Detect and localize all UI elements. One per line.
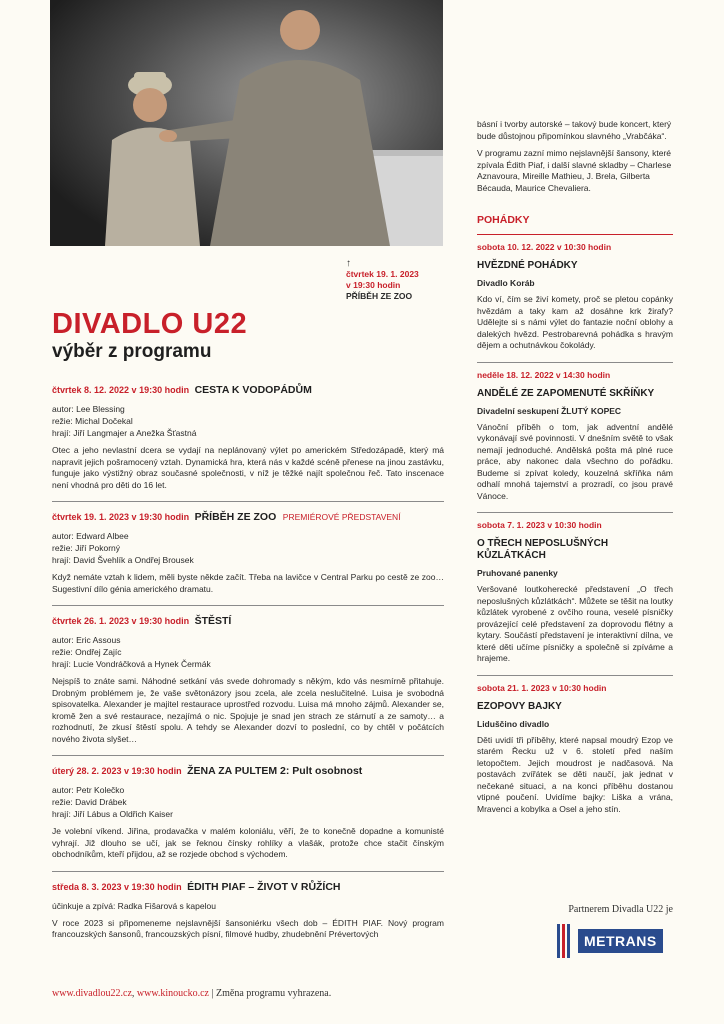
event-item <box>52 615 444 745</box>
fairy-tale-item <box>477 676 673 816</box>
event-name: CESTA K VODOPÁDŮM <box>194 384 312 396</box>
logo-stripes-icon <box>557 924 572 958</box>
logo-wordmark: METRANS <box>578 929 663 953</box>
event-credit: hrají: Jiří Langmajer a Anežka Šťastná <box>52 428 197 438</box>
caption-title: PŘÍBĚH ZE ZOO <box>346 291 413 301</box>
premiere-badge: PREMIÉROVÉ PŘEDSTAVENÍ <box>282 512 401 522</box>
event-credit: hrají: Lucie Vondráčková a Hynek Čermák <box>52 659 211 669</box>
divider <box>52 501 444 502</box>
event-name: PŘÍBĚH ZE ZOO <box>194 511 277 523</box>
item-company: Liduščino divadlo <box>477 718 550 729</box>
event-credit: autor: Edward Albee <box>52 531 129 541</box>
partner-label: Partnerem Divadla U22 je <box>568 904 673 915</box>
footer-note: | Změna programu vyhrazena. <box>209 988 332 999</box>
item-company: Divadelní seskupení ŽLUTÝ KOPEC <box>477 405 622 416</box>
event-date: středa 8. 3. 2023 v 19:30 hodin <box>52 881 182 892</box>
event-credit: účinkuje a zpívá: Radka Fišarová s kapelou <box>52 900 216 911</box>
website-link[interactable]: www.divadlou22.cz <box>52 988 132 999</box>
footer <box>52 988 331 999</box>
item-company: Pruhované panenky <box>477 568 558 578</box>
event-description: V roce 2023 si připomeneme nejslavnější šansoniérku všech dob – ÉDITH PIAF. Nový program francouzských šansonů, francouzských písní, filmové hudby, zhudebnění Prévertových <box>52 917 444 939</box>
event-credit: hrají: David Švehlík a Ondřej Brousek <box>52 555 194 565</box>
continued-text: V programu zazní mimo nejslavnější šansony, které zpívala Édith Piaf, i další slavné skladby – Charlese Aznavoura, Mireille Mathieu, J. Brela, Gilberta Bécauda, Maurice Chevaliera. <box>477 148 672 193</box>
divider <box>52 755 444 756</box>
event-credit: autor: Eric Assous <box>52 635 121 645</box>
event-description: Otec a jeho nevlastní dcera se vydají na neplánovaný výlet po americkém Středozápadě, který má napravit jejich pošramocený vztah. Dynamická hra, která nás v každé scéně přenese na jinou zastávku, funguje jako výstižný obraz současné společnosti, v níž je těžké najít společnou řeč. Tato inscenace není vhodná pro děti do 16 let. <box>52 445 444 490</box>
caption-time: v 19:30 hodin <box>346 280 401 290</box>
item-description: Vánoční příběh o tom, jak adventní andělé vykonávají své povinnosti. V dnešním světě to však nemají jednoduché. Andělská pošta má plné ruce práce, aby nakonec dala všechno do pořádku. Budeme si zpívat koledy, kouzelná skříňka nám odhalí mnohá tajemství a prozradí, co jsou pravé Vánoce. <box>477 421 673 501</box>
item-company: Divadlo Koráb <box>477 278 535 288</box>
event-date: čtvrtek 8. 12. 2022 v 19:30 hodin <box>52 385 190 395</box>
item-title: HVĚZDNÉ POHÁDKY <box>477 260 578 271</box>
item-date: sobota 7. 1. 2023 v 10:30 hodin <box>477 520 602 530</box>
item-title: EZOPOVY BAJKY <box>477 700 562 712</box>
continued-text: básní i tvorby autorské – takový bude koncert, který bude důstojnou připomínkou slavného „Vrabčáka“. <box>477 119 672 141</box>
event-credit: režie: Michal Dočekal <box>52 416 133 426</box>
fairy-tale-item <box>477 513 673 665</box>
fairy-tale-item <box>477 363 673 503</box>
divider <box>52 605 444 606</box>
cinema-link[interactable]: www.kinoucko.cz <box>136 988 209 999</box>
theatre-name: DIVADLO U22 <box>52 308 248 340</box>
event-date: čtvrtek 26. 1. 2023 v 19:30 hodin <box>52 616 190 626</box>
event-credit: autor: Lee Blessing <box>52 404 125 414</box>
event-date: čtvrtek 19. 1. 2023 v 19:30 hodin <box>52 512 190 522</box>
item-date: sobota 21. 1. 2023 v 10:30 hodin <box>477 682 607 693</box>
divider <box>52 871 444 872</box>
event-description: Nejspíš to znáte sami. Náhodné setkání vás svede dohromady s někým, kdo vás nesmírně přitahuje. Drobným problémem je, že vaše světonázory jsou zcela, ale zcela neslučitelné. Luisa je svobodná spisovatelka. Alexander je majitel restaurace uprostřed rozvodu. Luisa má mnoho zájmů. Alexander se, kromě žen a své restaurace, nezajímá o nic. Spojuje je snad jen strach ze stárnutí a ze samoty… a rozhodnutí, že zkusí štěstí spolu. A tehdy se Alexander dozví to poslední, co by chtěl v počátcích nového života slyšet… <box>52 676 444 744</box>
event-name: ÉDITH PIAF – ŽIVOT V RŮŽÍCH <box>187 880 341 893</box>
fairy-tale-item <box>477 235 673 352</box>
right-column <box>477 119 673 815</box>
item-description: Kdo ví, čím se živí komety, proč se pletou copánky hvězdám a taky kam až dosáhne krk žirafy? Udělejte si s námi výlet do fantazie noční oblohy a dalekých hvězd. Pestrobarevná pohádka s hravým dějem a ochutnávkou čokolády. <box>477 294 673 350</box>
page-title <box>52 308 247 364</box>
item-description: Děti uvidí tři příběhy, které napsal moudrý Ezop ve starém Řecku už v 6. století před naším letopočtem. Jejich moudrost je nadčasová. Na postavách zvířátek se děti naučí, jak jednat v nečekané situaci, a na konci příběhu dostanou vtipné poučení. Uvidíme bajky: Liška a vrána, Mravenci a kobylka a Osel a jeho stín. <box>477 734 673 814</box>
event-name: ŠTĚSTÍ <box>194 615 232 627</box>
program-subtitle: výběr z programu <box>52 341 212 362</box>
actors-photo-illustration <box>50 0 443 246</box>
event-description: Když nemáte vztah k lidem, měli byste někde začít. Třeba na lavičce v Central Parku po cestě ze zoo… Sugestivní dílo génia amerického dramatu. <box>52 572 444 594</box>
metrans-logo <box>557 924 673 958</box>
event-credit: hrají: Jiří Lábus a Oldřich Kaiser <box>52 809 173 819</box>
event-credit: režie: Jiří Pokorný <box>52 543 121 553</box>
event-date: úterý 28. 2. 2023 v 19:30 hodin <box>52 766 182 776</box>
item-description: Veršované loutkoherecké představení „O třech neposlušných kůzlátkách“. Můžete se těšit na loutky kůzlátek vyrobené z ovčího rouna, veselé písničky provázející celé představení za doprovodu flétny a kytary. Součástí představení je interaktivní dílna, ve které děti učíme písničky a společně si zpíváme a hrajeme. <box>477 584 673 663</box>
event-name: ŽENA ZA PULTEM 2: Pult osobnost <box>187 765 363 777</box>
item-title: O TŘECH NEPOSLUŠNÝCH KŮZLÁTKÁCH <box>477 538 609 561</box>
events-list <box>52 384 444 951</box>
arrow-up-icon: ↑ <box>346 258 351 269</box>
event-photo <box>50 0 443 246</box>
footer-separator: , <box>131 988 137 999</box>
section-heading: POHÁDKY <box>477 214 530 226</box>
event-item <box>52 881 444 941</box>
item-title: ANDĚLÉ ZE ZAPOMENUTÉ SKŘÍŇKY <box>477 387 655 399</box>
item-date: sobota 10. 12. 2022 v 10:30 hodin <box>477 242 612 252</box>
event-item <box>52 765 444 861</box>
photo-caption <box>346 258 419 302</box>
event-description: Je volební víkend. Jiřina, prodavačka v malém koloniálu, věří, že to konečně dopadne a komunisté vyhrají. Již dlouho se učí, jak se řeknou čínsky rohlíky a vlašák, protože chce stačit čínským obchodníkům, kteří přijdou, až se rozjede obchod s východem. <box>52 826 444 859</box>
event-credit: režie: Ondřej Zajíc <box>52 647 122 657</box>
event-item <box>52 384 444 491</box>
item-date: neděle 18. 12. 2022 v 14:30 hodin <box>477 369 611 380</box>
event-credit: autor: Petr Kolečko <box>52 785 125 795</box>
event-credit: režie: David Drábek <box>52 797 127 807</box>
caption-date: čtvrtek 19. 1. 2023 <box>346 269 419 279</box>
event-item <box>52 511 444 595</box>
